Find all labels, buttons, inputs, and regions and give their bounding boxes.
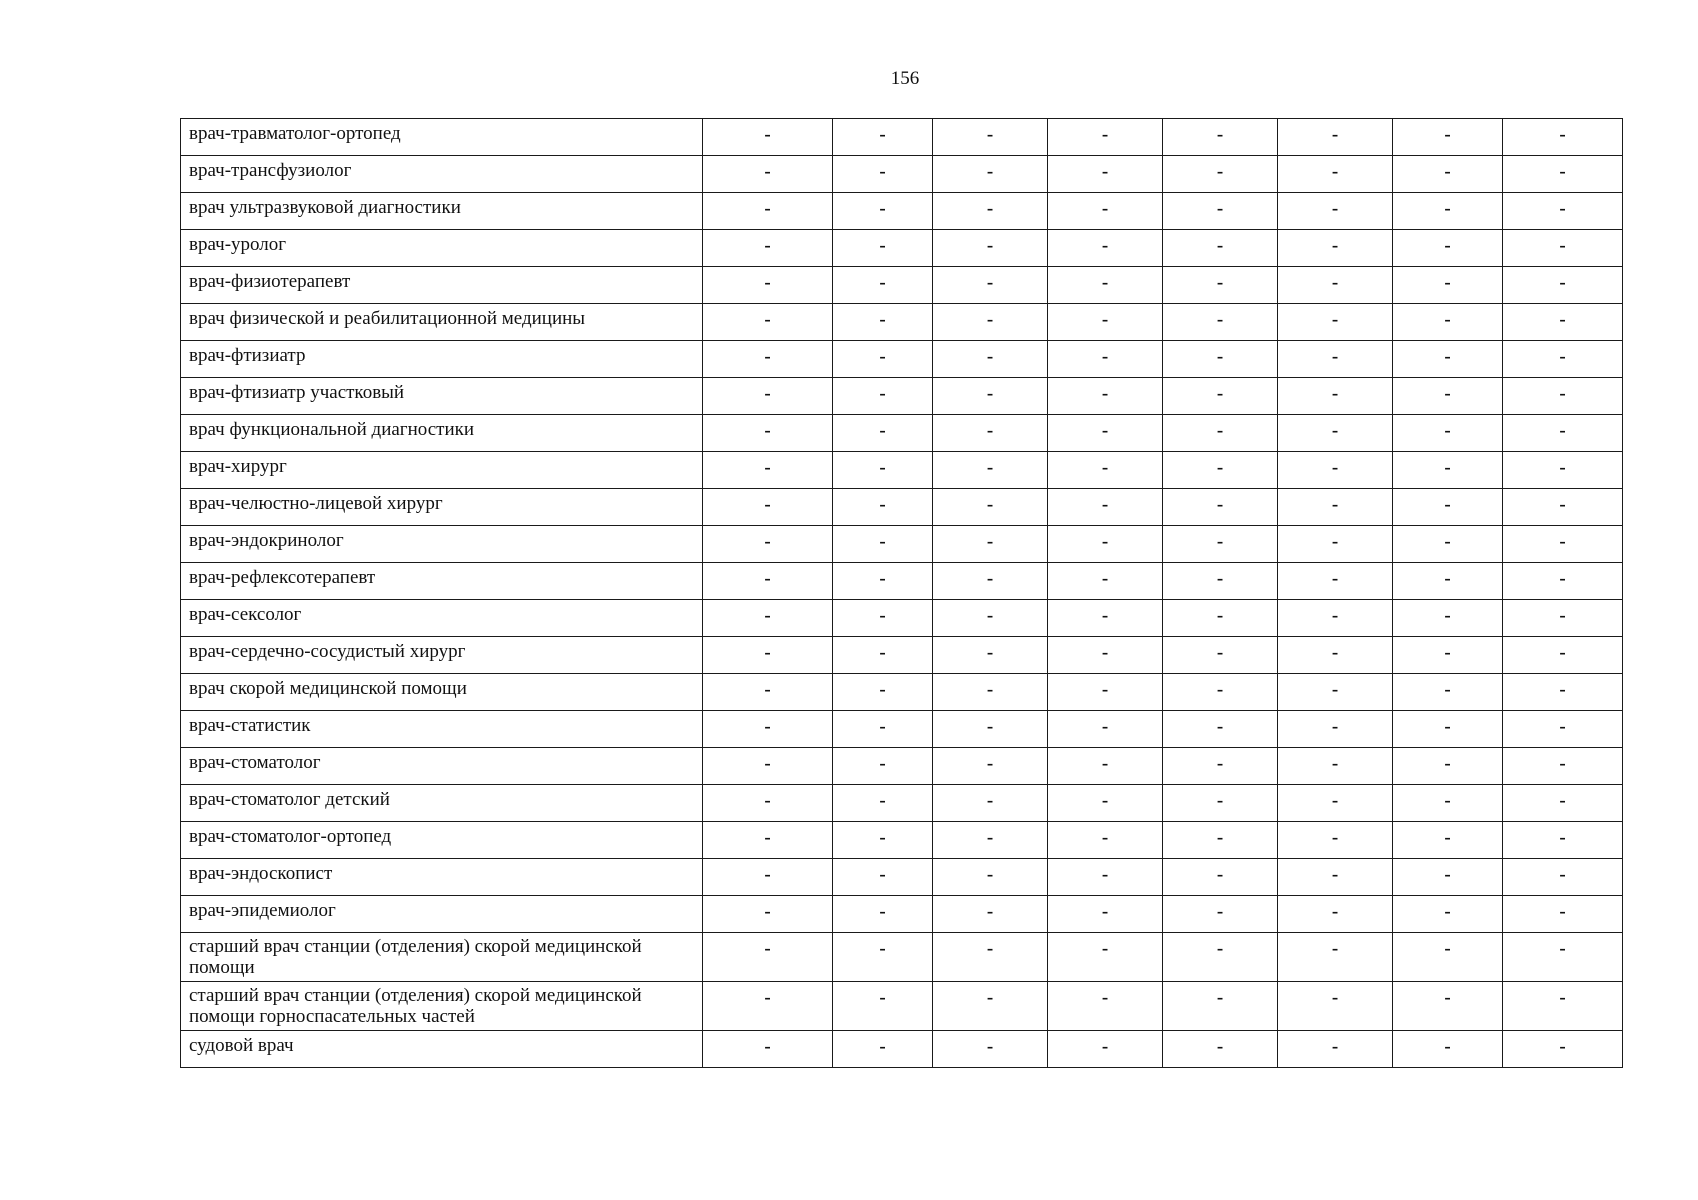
- value-cell: -: [703, 230, 833, 267]
- position-name-cell: врач физической и реабилитационной медицины: [181, 304, 703, 341]
- value-cell: -: [1163, 859, 1278, 896]
- position-name-cell: врач-эндокринолог: [181, 526, 703, 563]
- value-cell: -: [1048, 156, 1163, 193]
- value-cell: -: [703, 711, 833, 748]
- value-cell: -: [1503, 267, 1623, 304]
- value-cell: -: [1163, 230, 1278, 267]
- value-cell: -: [933, 563, 1048, 600]
- value-cell: -: [703, 489, 833, 526]
- value-cell: -: [1163, 193, 1278, 230]
- value-cell: -: [1503, 822, 1623, 859]
- value-cell: -: [1503, 982, 1623, 1031]
- value-cell: -: [1393, 859, 1503, 896]
- table-row: [181, 119, 1623, 156]
- value-cell: -: [1393, 415, 1503, 452]
- value-cell: -: [933, 230, 1048, 267]
- value-cell: -: [1048, 600, 1163, 637]
- value-cell: -: [933, 193, 1048, 230]
- value-cell: -: [703, 193, 833, 230]
- value-cell: -: [1278, 711, 1393, 748]
- value-cell: -: [1163, 785, 1278, 822]
- value-cell: -: [1393, 341, 1503, 378]
- value-cell: -: [1278, 267, 1393, 304]
- position-name-cell: врач-фтизиатр участковый: [181, 378, 703, 415]
- value-cell: -: [1048, 933, 1163, 982]
- value-cell: -: [1048, 563, 1163, 600]
- value-cell: -: [1163, 415, 1278, 452]
- value-cell: -: [1278, 933, 1393, 982]
- value-cell: -: [833, 489, 933, 526]
- value-cell: -: [1163, 748, 1278, 785]
- table-row: [181, 711, 1623, 748]
- value-cell: -: [933, 452, 1048, 489]
- value-cell: -: [1278, 637, 1393, 674]
- value-cell: -: [1503, 156, 1623, 193]
- value-cell: -: [1163, 341, 1278, 378]
- value-cell: -: [703, 526, 833, 563]
- value-cell: -: [1278, 859, 1393, 896]
- value-cell: -: [1503, 526, 1623, 563]
- value-cell: -: [1278, 489, 1393, 526]
- value-cell: -: [1393, 230, 1503, 267]
- value-cell: -: [1393, 600, 1503, 637]
- position-name-cell: врач-стоматолог детский: [181, 785, 703, 822]
- value-cell: -: [833, 156, 933, 193]
- value-cell: -: [833, 304, 933, 341]
- value-cell: -: [703, 933, 833, 982]
- value-cell: -: [1503, 933, 1623, 982]
- value-cell: -: [1163, 119, 1278, 156]
- value-cell: -: [933, 156, 1048, 193]
- value-cell: -: [1278, 563, 1393, 600]
- table-row: [181, 1031, 1623, 1068]
- value-cell: -: [1503, 600, 1623, 637]
- value-cell: -: [1163, 637, 1278, 674]
- value-cell: -: [1503, 896, 1623, 933]
- value-cell: -: [1278, 982, 1393, 1031]
- value-cell: -: [933, 637, 1048, 674]
- value-cell: -: [703, 304, 833, 341]
- value-cell: -: [1048, 637, 1163, 674]
- value-cell: -: [933, 600, 1048, 637]
- value-cell: -: [1503, 119, 1623, 156]
- value-cell: -: [1393, 711, 1503, 748]
- value-cell: -: [1163, 674, 1278, 711]
- table-row: [181, 896, 1623, 933]
- value-cell: -: [933, 748, 1048, 785]
- value-cell: -: [1393, 489, 1503, 526]
- value-cell: -: [1278, 304, 1393, 341]
- value-cell: -: [1048, 674, 1163, 711]
- value-cell: -: [1278, 415, 1393, 452]
- value-cell: -: [1278, 822, 1393, 859]
- value-cell: -: [833, 378, 933, 415]
- table-row: [181, 822, 1623, 859]
- value-cell: -: [1503, 489, 1623, 526]
- value-cell: -: [833, 563, 933, 600]
- table-row: [181, 674, 1623, 711]
- value-cell: -: [933, 489, 1048, 526]
- position-name-cell: врач-эпидемиолог: [181, 896, 703, 933]
- table-row: [181, 489, 1623, 526]
- position-name-cell: врач-фтизиатр: [181, 341, 703, 378]
- table-row: [181, 415, 1623, 452]
- position-name-cell: старший врач станции (отделения) скорой медицинской помощи горноспасательных частей: [181, 982, 703, 1031]
- value-cell: -: [1278, 193, 1393, 230]
- value-cell: -: [1048, 785, 1163, 822]
- value-cell: -: [1278, 341, 1393, 378]
- value-cell: -: [1393, 674, 1503, 711]
- value-cell: -: [703, 674, 833, 711]
- value-cell: -: [933, 785, 1048, 822]
- table-row: [181, 563, 1623, 600]
- value-cell: -: [1278, 600, 1393, 637]
- value-cell: -: [933, 982, 1048, 1031]
- table-row: [181, 785, 1623, 822]
- value-cell: -: [933, 378, 1048, 415]
- value-cell: -: [1048, 193, 1163, 230]
- value-cell: -: [1278, 526, 1393, 563]
- table-row: [181, 982, 1623, 1031]
- position-name-cell: старший врач станции (отделения) скорой медицинской помощи: [181, 933, 703, 982]
- value-cell: -: [703, 378, 833, 415]
- value-cell: -: [1393, 563, 1503, 600]
- table-row: [181, 859, 1623, 896]
- value-cell: -: [703, 859, 833, 896]
- value-cell: -: [1163, 304, 1278, 341]
- value-cell: -: [1048, 452, 1163, 489]
- value-cell: -: [1278, 156, 1393, 193]
- value-cell: -: [703, 896, 833, 933]
- value-cell: -: [1393, 119, 1503, 156]
- value-cell: -: [1393, 785, 1503, 822]
- value-cell: -: [1503, 415, 1623, 452]
- value-cell: -: [1503, 304, 1623, 341]
- value-cell: -: [933, 415, 1048, 452]
- value-cell: -: [1503, 785, 1623, 822]
- value-cell: -: [1048, 267, 1163, 304]
- value-cell: -: [933, 822, 1048, 859]
- value-cell: -: [1048, 748, 1163, 785]
- value-cell: -: [1163, 822, 1278, 859]
- value-cell: -: [1503, 341, 1623, 378]
- position-name-cell: врач-уролог: [181, 230, 703, 267]
- position-name-cell: судовой врач: [181, 1031, 703, 1068]
- value-cell: -: [833, 341, 933, 378]
- value-cell: -: [1163, 563, 1278, 600]
- value-cell: -: [833, 859, 933, 896]
- position-name-cell: врач-эндоскопист: [181, 859, 703, 896]
- value-cell: -: [703, 119, 833, 156]
- value-cell: -: [833, 896, 933, 933]
- value-cell: -: [1393, 304, 1503, 341]
- value-cell: -: [703, 341, 833, 378]
- value-cell: -: [703, 637, 833, 674]
- value-cell: -: [1503, 748, 1623, 785]
- value-cell: -: [703, 785, 833, 822]
- position-name-cell: врач-трансфузиолог: [181, 156, 703, 193]
- value-cell: -: [703, 982, 833, 1031]
- value-cell: -: [1163, 526, 1278, 563]
- value-cell: -: [1393, 748, 1503, 785]
- table-row: [181, 378, 1623, 415]
- position-name-cell: врач-сердечно-сосудистый хирург: [181, 637, 703, 674]
- value-cell: -: [933, 267, 1048, 304]
- value-cell: -: [1048, 489, 1163, 526]
- value-cell: -: [1048, 304, 1163, 341]
- value-cell: -: [833, 982, 933, 1031]
- position-name-cell: врач ультразвуковой диагностики: [181, 193, 703, 230]
- table-row: [181, 637, 1623, 674]
- value-cell: -: [833, 1031, 933, 1068]
- value-cell: -: [1048, 711, 1163, 748]
- value-cell: -: [1503, 711, 1623, 748]
- value-cell: -: [1048, 341, 1163, 378]
- value-cell: -: [1278, 748, 1393, 785]
- value-cell: -: [833, 267, 933, 304]
- value-cell: -: [703, 1031, 833, 1068]
- value-cell: -: [1503, 452, 1623, 489]
- value-cell: -: [933, 304, 1048, 341]
- position-name-cell: врач функциональной диагностики: [181, 415, 703, 452]
- value-cell: -: [1393, 982, 1503, 1031]
- value-cell: -: [1503, 378, 1623, 415]
- position-name-cell: врач-хирург: [181, 452, 703, 489]
- value-cell: -: [1393, 822, 1503, 859]
- value-cell: -: [1278, 1031, 1393, 1068]
- value-cell: -: [833, 933, 933, 982]
- value-cell: -: [1278, 896, 1393, 933]
- value-cell: -: [833, 674, 933, 711]
- value-cell: -: [1048, 896, 1163, 933]
- value-cell: -: [933, 341, 1048, 378]
- table-row: [181, 156, 1623, 193]
- value-cell: -: [1163, 378, 1278, 415]
- value-cell: -: [833, 415, 933, 452]
- position-name-cell: врач-статистик: [181, 711, 703, 748]
- position-name-cell: врач-стоматолог: [181, 748, 703, 785]
- table-row: [181, 230, 1623, 267]
- value-cell: -: [833, 711, 933, 748]
- value-cell: -: [833, 526, 933, 563]
- value-cell: -: [833, 600, 933, 637]
- table-row: [181, 933, 1623, 982]
- value-cell: -: [933, 526, 1048, 563]
- value-cell: -: [833, 785, 933, 822]
- table-row: [181, 341, 1623, 378]
- value-cell: -: [1163, 933, 1278, 982]
- position-name-cell: врач-физиотерапевт: [181, 267, 703, 304]
- value-cell: -: [1278, 452, 1393, 489]
- value-cell: -: [833, 230, 933, 267]
- value-cell: -: [1163, 452, 1278, 489]
- value-cell: -: [1393, 896, 1503, 933]
- value-cell: -: [1048, 1031, 1163, 1068]
- value-cell: -: [1393, 933, 1503, 982]
- value-cell: -: [703, 156, 833, 193]
- table-body: [181, 119, 1623, 1068]
- value-cell: -: [1163, 267, 1278, 304]
- value-cell: -: [1503, 230, 1623, 267]
- table-row: [181, 526, 1623, 563]
- value-cell: -: [833, 119, 933, 156]
- value-cell: -: [1163, 489, 1278, 526]
- value-cell: -: [833, 748, 933, 785]
- table-row: [181, 600, 1623, 637]
- value-cell: -: [1393, 526, 1503, 563]
- value-cell: -: [703, 452, 833, 489]
- value-cell: -: [1503, 563, 1623, 600]
- value-cell: -: [1278, 230, 1393, 267]
- value-cell: -: [1393, 452, 1503, 489]
- value-cell: -: [933, 674, 1048, 711]
- value-cell: -: [833, 452, 933, 489]
- value-cell: -: [1163, 1031, 1278, 1068]
- value-cell: -: [1163, 156, 1278, 193]
- value-cell: -: [833, 637, 933, 674]
- value-cell: -: [703, 600, 833, 637]
- value-cell: -: [933, 1031, 1048, 1068]
- table-row: [181, 267, 1623, 304]
- value-cell: -: [703, 822, 833, 859]
- value-cell: -: [1503, 193, 1623, 230]
- value-cell: -: [1163, 896, 1278, 933]
- value-cell: -: [1048, 822, 1163, 859]
- table-row: [181, 748, 1623, 785]
- value-cell: -: [1048, 526, 1163, 563]
- position-name-cell: врач-челюстно-лицевой хирург: [181, 489, 703, 526]
- value-cell: -: [1048, 982, 1163, 1031]
- position-name-cell: врач-сексолог: [181, 600, 703, 637]
- page-number: 156: [890, 68, 920, 89]
- position-name-cell: врач скорой медицинской помощи: [181, 674, 703, 711]
- value-cell: -: [703, 748, 833, 785]
- value-cell: -: [1278, 785, 1393, 822]
- value-cell: -: [1163, 600, 1278, 637]
- value-cell: -: [1503, 637, 1623, 674]
- value-cell: -: [1048, 415, 1163, 452]
- value-cell: -: [1393, 193, 1503, 230]
- value-cell: -: [1503, 674, 1623, 711]
- value-cell: -: [1393, 378, 1503, 415]
- value-cell: -: [933, 896, 1048, 933]
- value-cell: -: [833, 822, 933, 859]
- value-cell: -: [833, 193, 933, 230]
- value-cell: -: [1048, 119, 1163, 156]
- table-row: [181, 452, 1623, 489]
- value-cell: -: [1048, 378, 1163, 415]
- value-cell: -: [933, 711, 1048, 748]
- value-cell: -: [1278, 674, 1393, 711]
- value-cell: -: [1278, 378, 1393, 415]
- position-name-cell: врач-травматолог-ортопед: [181, 119, 703, 156]
- value-cell: -: [1393, 637, 1503, 674]
- value-cell: -: [933, 119, 1048, 156]
- value-cell: -: [1503, 1031, 1623, 1068]
- value-cell: -: [1048, 230, 1163, 267]
- value-cell: -: [703, 415, 833, 452]
- value-cell: -: [933, 933, 1048, 982]
- value-cell: -: [703, 267, 833, 304]
- value-cell: -: [703, 563, 833, 600]
- value-cell: -: [933, 859, 1048, 896]
- staffing-table: [180, 118, 1623, 1068]
- position-name-cell: врач-стоматолог-ортопед: [181, 822, 703, 859]
- value-cell: -: [1163, 982, 1278, 1031]
- value-cell: -: [1163, 711, 1278, 748]
- table-row: [181, 193, 1623, 230]
- value-cell: -: [1503, 859, 1623, 896]
- value-cell: -: [1393, 267, 1503, 304]
- value-cell: -: [1048, 859, 1163, 896]
- value-cell: -: [1278, 119, 1393, 156]
- table-row: [181, 304, 1623, 341]
- value-cell: -: [1393, 1031, 1503, 1068]
- value-cell: -: [1393, 156, 1503, 193]
- position-name-cell: врач-рефлексотерапевт: [181, 563, 703, 600]
